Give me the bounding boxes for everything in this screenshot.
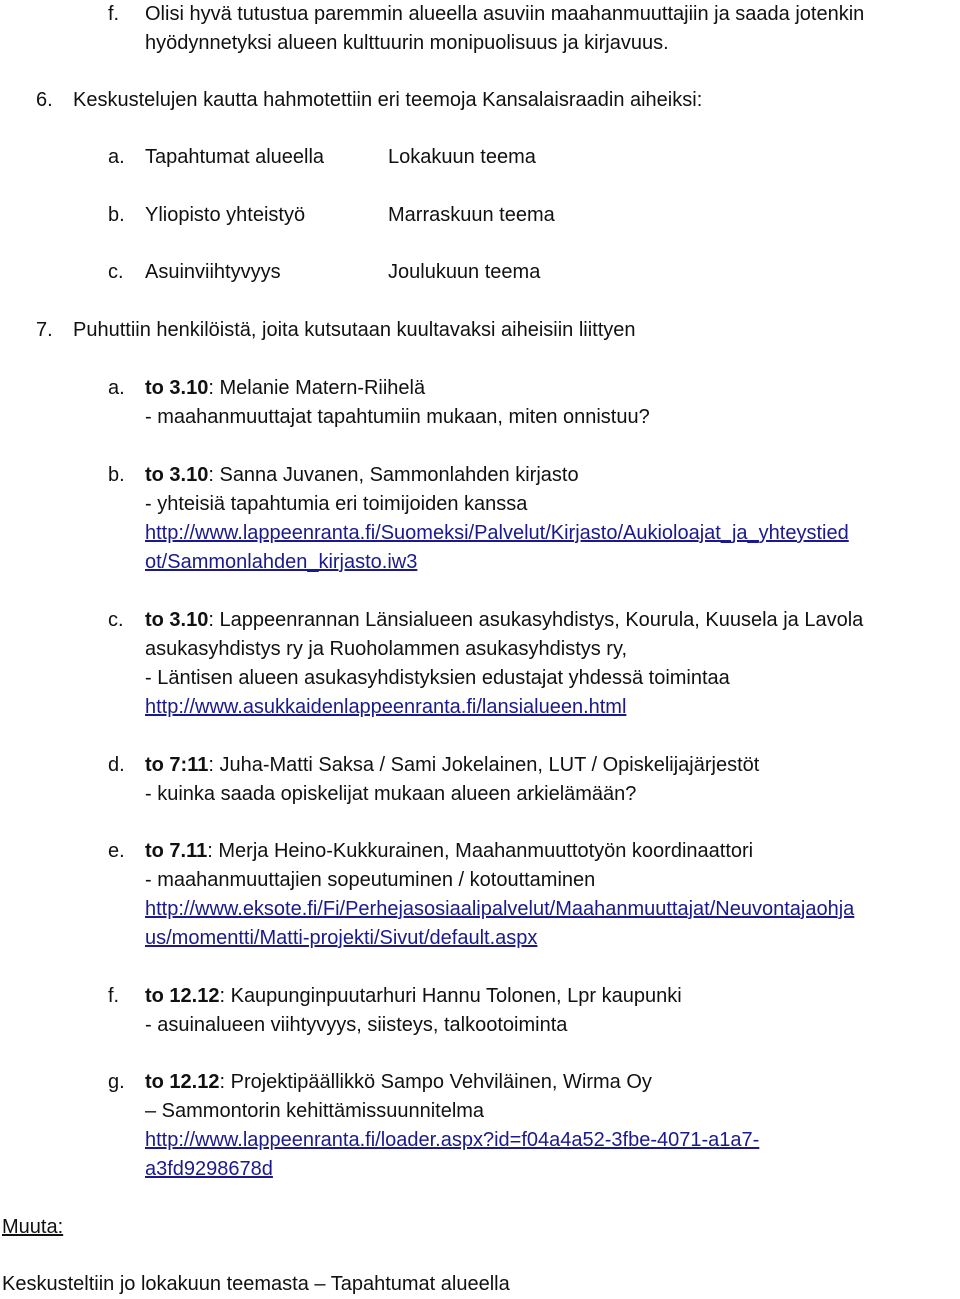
- speaker-label: e.: [108, 840, 125, 862]
- speaker-name: : Kaupunginpuutarhuri Hannu Tolonen, Lpr kaupunki: [219, 985, 682, 1007]
- theme-month: Marraskuun teema: [388, 204, 555, 226]
- speaker-date: to 7.11: [145, 840, 208, 862]
- muuta-heading: Muuta:: [2, 1216, 64, 1238]
- paragraph-line: hyödynnetyksi alueen kulttuurin monipuolisuus ja kirjavuus.: [145, 32, 669, 54]
- speaker-name: : Juha-Matti Saksa / Sami Jokelainen, LUT / Opiskelijajärjestöt: [208, 754, 760, 776]
- theme-label: c.: [108, 261, 124, 283]
- speaker-line: [145, 606, 863, 635]
- item-number: 7.: [36, 319, 53, 341]
- speaker-line: [145, 751, 759, 780]
- speaker-line: [145, 1068, 652, 1097]
- library-link[interactable]: http://www.lappeenranta.fi/Suomeksi/Palvelut/Kirjasto/Aukioloajat_ja_yhteystied: [145, 522, 849, 544]
- speaker-desc: - maahanmuuttajien sopeutuminen / kotouttaminen: [145, 869, 596, 891]
- speaker-desc: - kuinka saada opiskelijat mukaan alueen arkielämään?: [145, 783, 637, 805]
- speaker-line: [145, 374, 425, 403]
- muuta-text: Keskusteltiin jo lokakuun teemasta – Tapahtumat alueella: [2, 1273, 510, 1295]
- speaker-desc: - yhteisiä tapahtumia eri toimijoiden kanssa: [145, 493, 528, 515]
- eksote-link-cont[interactable]: us/momentti/Matti-projekti/Sivut/default.aspx: [145, 927, 538, 949]
- theme-topic: Yliopisto yhteistyö: [145, 204, 306, 226]
- speaker-date: to 12.12: [145, 985, 220, 1007]
- theme-topic: Asuinviihtyvyys: [145, 261, 281, 283]
- theme-month: Joulukuun teema: [388, 261, 541, 283]
- speaker-name: : Sanna Juvanen, Sammonlahden kirjasto: [208, 464, 579, 486]
- eksote-link[interactable]: http://www.eksote.fi/Fi/Perhejasosiaalipalvelut/Maahanmuuttajat/Neuvontajaohja: [145, 898, 855, 920]
- speaker-desc: - maahanmuuttajat tapahtumiin mukaan, miten onnistuu?: [145, 406, 650, 428]
- theme-label: b.: [108, 204, 125, 226]
- speaker-date: to 7:11: [145, 754, 209, 776]
- speaker-date: to 12.12: [145, 1071, 220, 1093]
- theme-month: Lokakuun teema: [388, 146, 536, 168]
- association-link[interactable]: http://www.asukkaidenlappeenranta.fi/lansialueen.html: [145, 696, 627, 718]
- speaker-date: to 3.10: [145, 609, 209, 631]
- speaker-line: [145, 461, 579, 490]
- item-text: Keskustelujen kautta hahmotettiin eri teemoja Kansalaisraadin aiheiksi:: [73, 89, 703, 111]
- speaker-line: [145, 982, 682, 1011]
- theme-label: a.: [108, 146, 125, 168]
- speaker-name: : Merja Heino-Kukkurainen, Maahanmuuttotyön koordinaattori: [207, 840, 754, 862]
- speaker-name: : Projektipäällikkö Sampo Vehviläinen, Wirma Oy: [219, 1071, 652, 1093]
- speaker-desc: - asuinalueen viihtyvyys, siisteys, talkootoiminta: [145, 1014, 568, 1036]
- speaker-label: d.: [108, 754, 125, 776]
- loader-link[interactable]: http://www.lappeenranta.fi/loader.aspx?id=f04a4a52-3fbe-4071-a1a7-: [145, 1129, 760, 1151]
- speaker-desc: - Läntisen alueen asukasyhdistyksien edustajat yhdessä toimintaa: [145, 667, 730, 689]
- paragraph-line: Olisi hyvä tutustua paremmin alueella asuviin maahanmuuttajiin ja saada jotenkin: [145, 3, 865, 25]
- item-number: 6.: [36, 89, 53, 111]
- item-text: Puhuttiin henkilöistä, joita kutsutaan kuultavaksi aiheisiin liittyen: [73, 319, 636, 341]
- speaker-date: to 3.10: [145, 464, 209, 486]
- speaker-name-cont: asukasyhdistys ry ja Ruoholammen asukasyhdistys ry,: [145, 638, 628, 660]
- speaker-desc: – Sammontorin kehittämissuunnitelma: [145, 1100, 485, 1122]
- speaker-label: g.: [108, 1071, 125, 1093]
- item-label: f.: [108, 3, 120, 25]
- speaker-line: [145, 837, 753, 866]
- speaker-name: : Melanie Matern-Riihelä: [208, 377, 426, 399]
- speaker-label: a.: [108, 377, 125, 399]
- theme-topic: Tapahtumat alueella: [145, 146, 325, 168]
- speaker-label: b.: [108, 464, 125, 486]
- speaker-label: c.: [108, 609, 124, 631]
- loader-link-cont[interactable]: a3fd9298678d: [145, 1158, 273, 1180]
- speaker-name: : Lappeenrannan Länsialueen asukasyhdistys, Kourula, Kuusela ja Lavola: [208, 609, 864, 631]
- speaker-label: f.: [108, 985, 120, 1007]
- library-link-cont[interactable]: ot/Sammonlahden_kirjasto.iw3: [145, 551, 418, 573]
- speaker-date: to 3.10: [145, 377, 209, 399]
